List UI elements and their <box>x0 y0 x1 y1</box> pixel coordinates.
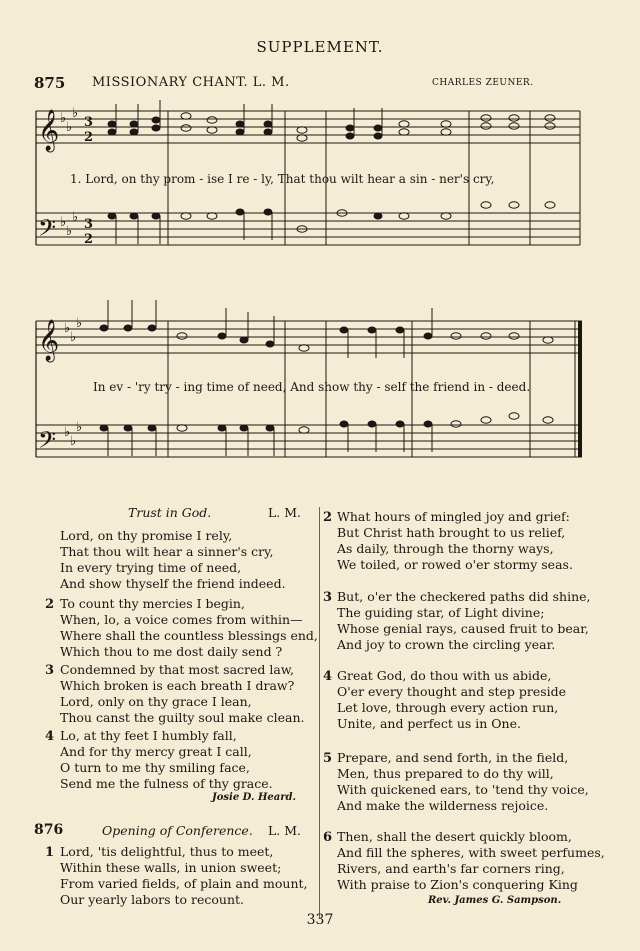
hymn-number-875: 875 <box>34 74 66 92</box>
stanza-line: Lord, 'tis delightful, thus to meet, <box>60 844 274 859</box>
stanza-line: In every trying time of need, <box>60 560 242 575</box>
trust-stanza-1 <box>60 528 286 592</box>
conference-stanza-1 <box>60 844 308 908</box>
hymn-number-876: 876 <box>34 822 64 838</box>
stanza-number: 6 <box>323 830 333 845</box>
stanza-line: Then, shall the desert quickly bloom, <box>337 829 572 844</box>
stanza-line: When, lo, a voice comes from within— <box>60 612 303 627</box>
stanza-line: And show thyself the friend indeed. <box>60 576 286 591</box>
stanza-line: Men, thus prepared to do thy will, <box>337 766 554 781</box>
conference-stanza-5 <box>337 750 589 814</box>
clefs <box>38 109 59 459</box>
note-stems <box>108 100 432 456</box>
stanza-line: But, o'er the checkered paths did shine, <box>337 589 591 604</box>
stanza-line: We toiled, or rowed o'er stormy seas. <box>337 557 573 572</box>
hymn-trust-title: Trust in God. <box>128 505 212 520</box>
stanza-line: With praise to Zion's conquering King <box>337 877 578 892</box>
conference-stanza-6 <box>337 829 605 893</box>
staff-system-1-treble <box>36 111 580 143</box>
svg-text:𝄞: 𝄞 <box>38 110 60 151</box>
stanza-line: As daily, through the thorny ways, <box>337 541 554 556</box>
key-signatures <box>60 106 82 449</box>
stanza-line: Lord, only on thy grace I lean, <box>60 694 252 709</box>
conference-stanza-4 <box>337 668 566 732</box>
stanza-line: Whose genial rays, caused fruit to bear, <box>337 621 589 636</box>
stanza-line: Lo, at thy feet I humbly fall, <box>60 728 237 743</box>
stanza-line: And make the wilderness rejoice. <box>337 798 549 813</box>
stanza-line: Where shall the countless blessings end, <box>60 628 318 643</box>
staff-system-1-bass <box>36 213 580 245</box>
svg-text:♭: ♭ <box>60 111 67 126</box>
stanza-number: 4 <box>45 729 55 744</box>
stanza-line: Unite, and perfect us in One. <box>337 716 521 731</box>
stanza-line: Lord, on thy promise I rely, <box>60 528 233 543</box>
stanza-line: Thou canst the guilty soul make clean. <box>60 710 305 725</box>
svg-text:2: 2 <box>84 130 94 145</box>
svg-text:𝄢: 𝄢 <box>38 426 57 459</box>
trust-stanza-4 <box>60 728 273 792</box>
svg-text:𝄢: 𝄢 <box>38 214 57 247</box>
stanza-line: That thou wilt hear a sinner's cry, <box>60 544 274 559</box>
stanza-number: 4 <box>323 669 333 684</box>
column-divider <box>319 507 320 919</box>
stanza-line: Within these walls, in union sweet; <box>60 860 282 875</box>
stanza-line: Send me the fulness of thy grace. <box>60 776 273 791</box>
svg-text:♭: ♭ <box>66 224 73 239</box>
svg-text:♭: ♭ <box>64 321 71 336</box>
trust-stanza-2 <box>60 596 318 660</box>
author-sampson: Rev. James G. Sampson. <box>428 895 562 906</box>
stanza-line: From varied fields, of plain and mount, <box>60 876 308 891</box>
stanza-line: Our yearly labors to recount. <box>60 892 245 907</box>
final-barline <box>578 321 582 457</box>
stanza-line: O'er every thought and step preside <box>337 684 567 699</box>
svg-text:3: 3 <box>84 217 94 232</box>
stanza-number: 3 <box>323 590 333 605</box>
stanza-number: 2 <box>45 597 55 612</box>
stanza-line: And fill the spheres, with sweet perfumes, <box>337 845 605 860</box>
stanza-line: But Christ hath brought to us relief, <box>337 525 566 540</box>
stanza-number: 2 <box>323 510 333 525</box>
svg-text:3: 3 <box>84 115 94 130</box>
svg-text:♭: ♭ <box>72 106 79 121</box>
svg-text:♭: ♭ <box>66 120 73 135</box>
supplement-heading: SUPPLEMENT. <box>256 38 384 56</box>
stanza-line: And joy to crown the circling year. <box>337 637 556 652</box>
svg-text:♭: ♭ <box>76 420 83 435</box>
stanza-line: Condemned by that most sacred law, <box>60 662 295 677</box>
svg-text:♭: ♭ <box>70 434 77 449</box>
stanza-line: Great God, do thou with us abide, <box>337 668 552 683</box>
stanza-line: With quickened ears, to 'tend thy voice, <box>337 782 589 797</box>
lyrics-line-2: In ev - 'ry try - ing time of need, And show thy - self the friend in - deed. <box>93 380 531 394</box>
barlines <box>168 111 580 457</box>
stanza-line: To count thy mercies I begin, <box>60 596 245 611</box>
conference-stanza-3 <box>337 589 591 653</box>
svg-text:♭: ♭ <box>76 316 83 331</box>
lyrics-line-1: 1. Lord, on thy prom - ise I re - ly, That thou wilt hear a sin - ner's cry, <box>70 172 495 186</box>
stanza-line: What hours of mingled joy and grief: <box>337 509 570 524</box>
svg-text:♭: ♭ <box>60 215 67 230</box>
hymn-876-title: Opening of Conference. <box>102 823 253 838</box>
stanza-line: Rivers, and earth's far corners ring, <box>337 861 565 876</box>
conference-stanza-2 <box>337 509 573 573</box>
stanza-line: Which thou to me dost daily send ? <box>60 644 283 659</box>
hymn-trust-meter: L. M. <box>268 505 302 520</box>
stanza-line: Prepare, and send forth, in the field, <box>337 750 569 765</box>
stanza-line: The guiding star, of Light divine; <box>337 605 545 620</box>
composer-name: CHARLES ZEUNER. <box>432 78 534 88</box>
author-heard: Josie D. Heard. <box>212 792 296 803</box>
svg-text:𝄞: 𝄞 <box>38 320 60 361</box>
stanza-number: 5 <box>323 751 333 766</box>
stanza-number: 1 <box>45 845 55 860</box>
stanza-number: 3 <box>45 663 55 678</box>
stanza-line: Which broken is each breath I draw? <box>60 678 295 693</box>
svg-text:♭: ♭ <box>72 210 79 225</box>
hymn-876-meter: L. M. <box>268 823 302 838</box>
svg-text:2: 2 <box>84 232 94 247</box>
page-number: 337 <box>306 912 334 928</box>
trust-stanza-3 <box>60 662 305 726</box>
stanza-line: And for thy mercy great I call, <box>60 744 252 759</box>
svg-text:♭: ♭ <box>70 330 77 345</box>
hymn-tune-title: MISSIONARY CHANT. L. M. <box>92 75 290 90</box>
stanza-line: Let love, through every action run, <box>337 700 559 715</box>
svg-text:♭: ♭ <box>64 425 71 440</box>
stanza-line: O turn to me thy smiling face, <box>60 760 250 775</box>
